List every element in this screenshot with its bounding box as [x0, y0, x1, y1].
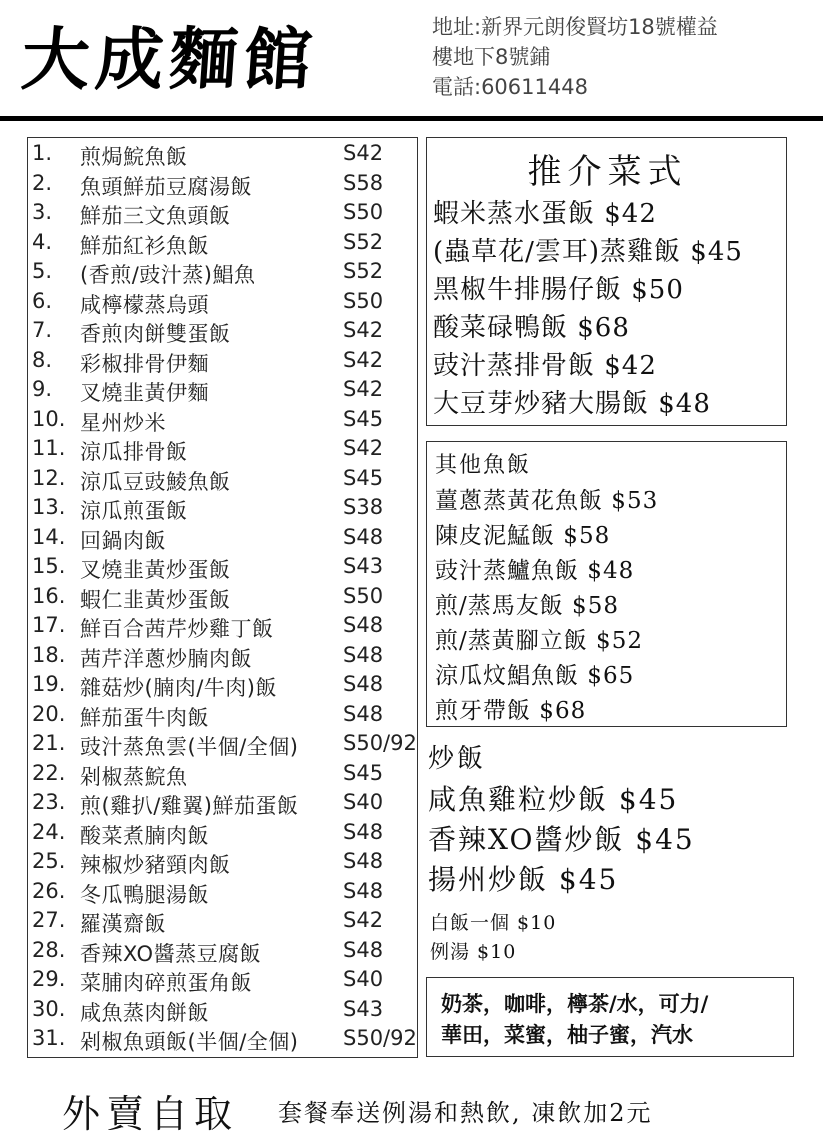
recommended-title: 推介菜式 — [527, 152, 688, 192]
menu-item-price: S50 — [343, 288, 384, 313]
address-line-1: 地址:新界元朗俊賢坊18號權益 — [432, 15, 718, 39]
menu-row — [28, 316, 419, 345]
recommended-item: 豉汁蒸排骨飯 $42 — [433, 351, 657, 381]
menu-item-price: S50/92 — [343, 1026, 417, 1050]
header-divider — [0, 116, 823, 121]
menu-item-price: S42 — [343, 377, 384, 401]
menu-row — [28, 877, 419, 906]
menu-item-price: S50 — [343, 200, 384, 224]
menu-item-price: S50 — [343, 583, 384, 608]
menu-item-number: 19. — [32, 672, 66, 696]
menu-item-number: 20. — [32, 701, 66, 726]
menu-row — [28, 346, 419, 375]
menu-item-number: 29. — [32, 967, 66, 991]
menu-item-number: 14. — [32, 524, 66, 549]
menu-item-price: S48 — [343, 613, 384, 637]
menu-item-number: 22. — [32, 760, 66, 785]
menu-item-number: 9. — [32, 377, 53, 401]
menu-row — [28, 464, 419, 493]
menu-item-name: 辣椒炒豬頸肉飯 — [80, 853, 231, 877]
menu-row — [28, 847, 419, 876]
menu-item-name: (香煎/豉汁蒸)鯧魚 — [80, 263, 256, 287]
menu-item-price: S48 — [343, 672, 384, 696]
menu-item-name: 煎(雞扒/雞翼)鮮茄蛋飯 — [80, 794, 299, 818]
menu-row — [28, 257, 419, 286]
menu-row — [28, 139, 419, 168]
phone-number: 電話:60611448 — [432, 75, 588, 99]
recommended-item: 酸菜碌鴨飯 $68 — [433, 313, 630, 343]
address-line-2: 樓地下8號鋪 — [432, 45, 551, 69]
menu-row — [28, 936, 419, 965]
menu-item-price: S48 — [343, 524, 384, 549]
fish-item: 煎/蒸黃腳立飯 $52 — [435, 628, 643, 654]
menu-row — [28, 493, 419, 522]
fried-rice-item: 揚州炒飯 $45 — [428, 863, 619, 896]
recommended-item: (蟲草花/雲耳)蒸雞飯 $45 — [433, 237, 743, 267]
menu-item-number: 8. — [32, 347, 53, 372]
menu-item-number: 3. — [32, 200, 53, 224]
takeaway-label: 外賣自取 — [62, 1092, 239, 1136]
fried-rice-title: 炒飯 — [428, 744, 487, 774]
menu-row — [28, 729, 419, 758]
menu-item-name: 鮮百合茜芹炒雞丁飯 — [80, 617, 274, 641]
menu-item-price: S40 — [343, 790, 384, 814]
menu-row — [28, 198, 419, 227]
other-fish-box — [426, 441, 787, 727]
other-fish-title: 其他魚飯 — [435, 453, 532, 478]
fish-item: 薑蔥蒸黃花魚飯 $53 — [435, 488, 659, 514]
menu-row — [28, 995, 419, 1024]
menu-item-number: 30. — [32, 996, 66, 1021]
fish-item: 陳皮泥鯭飯 $58 — [435, 523, 611, 549]
menu-item-price: S40 — [343, 967, 384, 991]
menu-item-name: 回鍋肉飯 — [80, 528, 166, 553]
menu-item-price: S48 — [343, 642, 384, 667]
menu-row — [28, 818, 419, 847]
menu-item-name: 豉汁蒸魚雲(半個/全個) — [80, 735, 299, 759]
menu-item-name: 咸檸檬蒸烏頭 — [80, 292, 209, 317]
fried-rice-item: 咸魚雞粒炒飯 $45 — [428, 783, 679, 816]
fish-item: 煎牙帶飯 $68 — [435, 698, 587, 724]
menu-row — [28, 552, 419, 581]
menu-row — [28, 434, 419, 463]
menu-item-price: S48 — [343, 819, 384, 844]
menu-item-name: 星州炒米 — [80, 410, 166, 435]
drinks-box — [426, 977, 794, 1057]
address-block — [432, 12, 812, 102]
menu-item-price: S58 — [343, 170, 384, 195]
menu-item-price: S43 — [343, 554, 384, 578]
menu-item-number: 15. — [32, 554, 66, 578]
menu-item-number: 21. — [32, 731, 66, 755]
menu-item-number: 2. — [32, 170, 53, 195]
drinks-line-1: 奶茶，咖啡，檸茶/水，可力/ — [441, 992, 709, 1016]
menu-item-price: S45 — [343, 760, 384, 785]
menu-item-number: 25. — [32, 849, 66, 873]
menu-item-price: S45 — [343, 406, 384, 431]
menu-item-price: S42 — [343, 347, 384, 372]
menu-row — [28, 759, 419, 788]
menu-item-number: 4. — [32, 229, 53, 254]
menu-item-name: 魚頭鮮茄豆腐湯飯 — [80, 174, 252, 199]
menu-item-number: 11. — [32, 436, 66, 460]
menu-item-number: 5. — [32, 259, 53, 283]
menu-item-number: 17. — [32, 613, 66, 637]
menu-item-price: S38 — [343, 495, 384, 519]
menu-row — [28, 906, 419, 935]
menu-item-number: 16. — [32, 583, 66, 608]
menu-item-number: 1. — [32, 141, 53, 165]
menu-item-price: S48 — [343, 701, 384, 726]
drinks-line-2: 華田，菜蜜，柚子蜜，汽水 — [441, 1023, 693, 1047]
menu-item-name: 剁椒魚頭飯(半個/全個) — [80, 1030, 299, 1054]
menu-row — [28, 375, 419, 404]
menu-item-name: 剁椒蒸鯇魚 — [80, 764, 188, 789]
menu-item-price: S42 — [343, 318, 384, 342]
menu-item-number: 31. — [32, 1026, 66, 1050]
fish-item: 煎/蒸馬友飯 $58 — [435, 593, 619, 619]
menu-item-name: 酸菜煮腩肉飯 — [80, 823, 209, 848]
menu-row — [28, 405, 419, 434]
menu-row — [28, 169, 419, 198]
menu-item-number: 28. — [32, 937, 66, 962]
menu-row — [28, 582, 419, 611]
menu-item-name: 彩椒排骨伊麵 — [80, 351, 209, 376]
menu-row — [28, 523, 419, 552]
menu-item-price: S42 — [343, 436, 384, 460]
menu-item-price: S45 — [343, 465, 384, 490]
white-rice-price: 白飯一個 $10 — [430, 912, 557, 934]
menu-item-price: S50/92 — [343, 731, 417, 755]
menu-item-price: S48 — [343, 849, 384, 873]
menu-item-name: 香煎肉餅雙蛋飯 — [80, 322, 231, 346]
restaurant-name-logo: 大成麵館 — [18, 20, 321, 100]
menu-row — [28, 700, 419, 729]
menu-row — [28, 287, 419, 316]
menu-item-name: 茜芹洋蔥炒腩肉飯 — [80, 646, 252, 671]
recommended-item: 大豆芽炒豬大腸飯 $48 — [433, 389, 711, 419]
menu-item-name: 香辣XO醬蒸豆腐飯 — [80, 941, 262, 966]
menu-item-price: S52 — [343, 259, 384, 283]
menu-row — [28, 641, 419, 670]
menu-row — [28, 1024, 419, 1053]
menu-item-price: S52 — [343, 229, 384, 254]
menu-item-name: 蝦仁韭黃炒蛋飯 — [80, 587, 231, 612]
set-meal-note: 套餐奉送例湯和熱飲, 凍飲加2元 — [278, 1099, 653, 1127]
menu-item-name: 羅漢齋飯 — [80, 912, 166, 936]
menu-item-number: 26. — [32, 878, 66, 903]
menu-item-name: 煎焗鯇魚飯 — [80, 145, 188, 169]
menu-row — [28, 611, 419, 640]
menu-item-name: 鮮茄三文魚頭飯 — [80, 204, 231, 228]
menu-item-number: 10. — [32, 406, 66, 431]
menu-item-number: 18. — [32, 642, 66, 667]
menu-item-name: 菜脯肉碎煎蛋角飯 — [80, 971, 252, 995]
menu-item-number: 23. — [32, 790, 66, 814]
menu-item-number: 13. — [32, 495, 66, 519]
menu-row — [28, 965, 419, 994]
menu-item-number: 27. — [32, 908, 66, 932]
menu-item-name: 涼瓜豆豉鯪魚飯 — [80, 469, 231, 494]
menu-item-name: 叉燒韭黃伊麵 — [80, 381, 209, 405]
menu-item-price: S42 — [343, 141, 384, 165]
menu-item-price: S42 — [343, 908, 384, 932]
menu-item-name: 涼瓜排骨飯 — [80, 440, 188, 464]
fish-item: 豉汁蒸鱸魚飯 $48 — [435, 558, 635, 584]
soup-price: 例湯 $10 — [430, 941, 517, 963]
menu-row — [28, 670, 419, 699]
menu-item-price: S48 — [343, 878, 384, 903]
main-menu-list — [27, 137, 418, 1058]
menu-item-name: 鮮茄紅衫魚飯 — [80, 233, 209, 258]
menu-item-name: 鮮茄蛋牛肉飯 — [80, 705, 209, 730]
menu-item-number: 6. — [32, 288, 53, 313]
menu-item-name: 雜菇炒(腩肉/牛肉)飯 — [80, 676, 277, 700]
menu-item-name: 叉燒韭黃炒蛋飯 — [80, 558, 231, 582]
fish-item: 涼瓜炆鯧魚飯 $65 — [435, 663, 635, 689]
recommended-box — [426, 137, 787, 426]
menu-row — [28, 788, 419, 817]
recommended-item: 黑椒牛排腸仔飯 $50 — [433, 275, 684, 305]
menu-row — [28, 228, 419, 257]
menu-item-price: S43 — [343, 996, 384, 1021]
menu-item-name: 冬瓜鴨腿湯飯 — [80, 882, 209, 907]
menu-item-price: S48 — [343, 937, 384, 962]
fried-rice-item: 香辣XO醬炒飯 $45 — [428, 823, 695, 856]
menu-item-number: 7. — [32, 318, 53, 342]
menu-item-name: 咸魚蒸肉餅飯 — [80, 1000, 209, 1025]
menu-item-number: 24. — [32, 819, 66, 844]
menu-item-number: 12. — [32, 465, 66, 490]
recommended-item: 蝦米蒸水蛋飯 $42 — [433, 199, 657, 229]
menu-item-name: 涼瓜煎蛋飯 — [80, 499, 188, 523]
